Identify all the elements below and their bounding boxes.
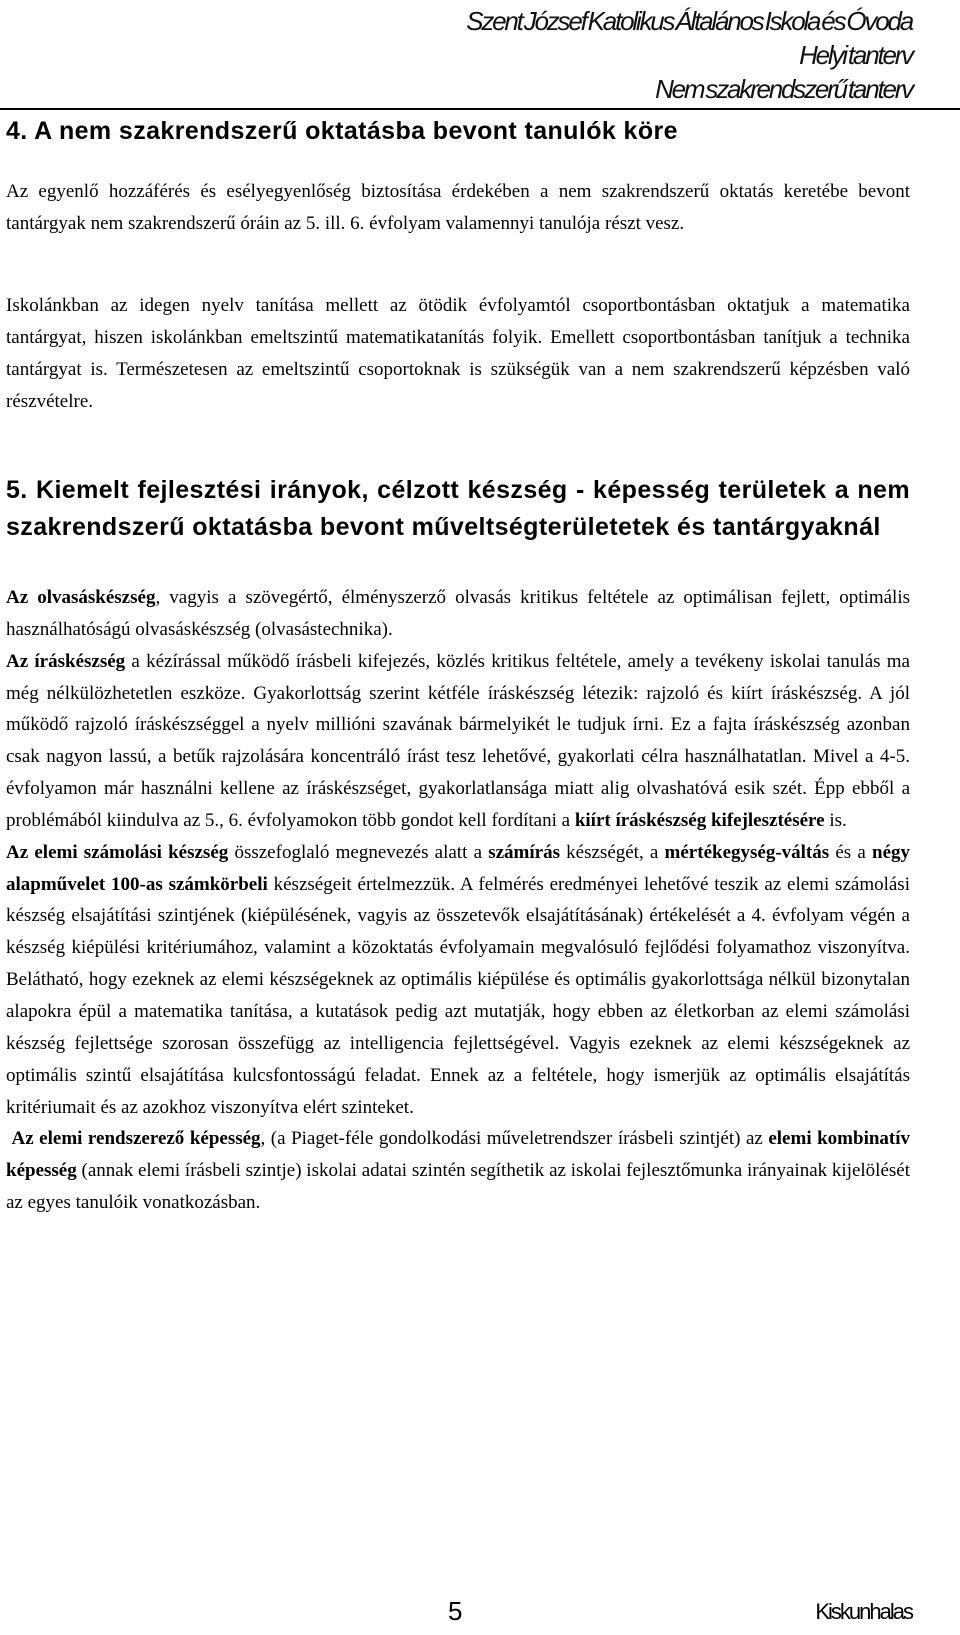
term-negy-alapmuvelet: négy alapművelet 100-as számkörbeli (6, 841, 911, 895)
page-header (466, 4, 912, 106)
section-5-heading: 5. Kiemelt fejlesztési irányok, célzott készség - képesség területek a nem szakrendszerű oktatásba bevont műveltségterületetek és tantárgyaknál (6, 476, 910, 541)
term-olvasaskeszseg: Az olvasáskészség (6, 587, 156, 608)
header-subtitle: Helyi tanterv (799, 40, 912, 70)
section-4-paragraph-2: Iskolánkban az idegen nyelv tanítása mellett az ötödik évfolyamtól csoportbontásban oktatjuk a matematika tantárgyat, hiszen iskolánkban emeltszintű matematikatanítás folyik. Emellett csoportbontásban tanítjuk a technika tantárgyat is. Természetesen az emeltszintű csoportoknak is szükségük van a nem szakrendszerű képzésben való részvételre. (6, 295, 910, 412)
header-divider (0, 108, 960, 110)
paragraph-szamolasi-keszseg: Az elemi számolási készség összefoglaló megnevezés alatt a számírás készségét, a mértékegység-váltás és a négy alapművelet 100-as számkörbeli készségeit értelmezzük. A felmérés eredményei lehetővé teszik az elemi számolási készség elsajátítási szintjének (kiépülésének, vagyis az összetevők elsajátításának) értékelését a 4. évfolyam végén a készség kiépülési kritériumához, valamint a közoktatás évfolyamain megvalósuló fejlődési folyamathoz viszonyítva. Belátható, hogy ezeknek az elemi készségeknek az optimális kiépülése és optimális gyakorlottsága nélkül bizonytalan alapokra épül a matematika tanítása, a kutatások pedig azt mutatják, hogy ebben az életkorban az elemi számolási készség fejlettsége szorosan összefügg az intelligencia fejlettségével. Vagyis ezeknek az elemi készségeknek az optimális szintű elsajátítása kulcsfontosságú feladat. Ennek az a feltétele, hogy ismerjük az optimális elsajátítás kritériumait és az azokhoz viszonyítva elért szinteket. (6, 841, 911, 1118)
section-4-paragraph-1: Az egyenlő hozzáférés és esélyegyenlőség biztosítása érdekében a nem szakrendszerű oktatás keretébe bevont tantárgyak nem szakrendszerű óráin az 5. ill. 6. évfolyam valamennyi tanulója részt vesz. (6, 181, 910, 234)
section-5-body (6, 582, 910, 1219)
paragraph-olvasaskeszseg: Az olvasáskészség, vagyis a szövegértő, élményszerző olvasás kritikus feltétele az optimálisan fejlett, optimális használhatóságú olvasáskészség (olvasástechnika). (6, 587, 910, 640)
header-school: Szent József Katolikus Általános Iskola és Óvoda (466, 6, 912, 36)
term-szamiras: számírás (488, 841, 560, 863)
term-kombinativ-kepesseg: elemi kombinatív képesség (6, 1128, 911, 1182)
footer-location: Kiskunhalas (815, 1599, 912, 1624)
term-rendszerezo-kepesseg: Az elemi rendszerező képesség (11, 1128, 261, 1150)
paragraph-iraskeszseg: Az íráskészség a kézírással működő írásbeli kifejezés, közlés kritikus feltétele, amely a tevékeny iskolai tanulás ma még nélkülözhetetlen eszköze. Gyakorlottság szerint kétféle íráskészség létezik: rajzoló és kiírt íráskészség. A jól működő rajzoló íráskészséggel a nyelv millióni szavának bármelyikét le tudjuk írni. Ez a fajta íráskészség azonban csak nagyon lassú, a betűk rajzolására koncentráló írást tesz lehetővé, gyakorlati célra használhatatlan. Mivel a 4-5. évfolyamon már használni kellene az íráskészséget, gyakorlatlansága miatt alig olvashatóvá esik szét. Épp ebből a problémából kiindulva az 5., 6. évfolyamokon több gondot kell fordítani a kiírt íráskészség kifejlesztésére is. (6, 650, 910, 831)
term-szamolasi-keszseg: Az elemi számolási készség (6, 841, 229, 863)
paragraph-rendszerezo-kepesseg: Az elemi rendszerező képesség, (a Piaget-féle gondolkodási műveletrendszer írásbeli szintjét) az elemi kombinatív képesség (annak elemi írásbeli szintje) iskolai adatai szintén segíthetik az iskolai fejlesztőmunka irányainak kijelölését az egyes tanulóik vonatkozásban. (6, 1128, 911, 1214)
term-iraskeszseg: Az íráskészség (6, 650, 126, 672)
term-kiirt-iraskeszseg: kiírt íráskészség kifejlesztésére (574, 809, 825, 831)
term-mertekegyseg-valtas: mértékegység-váltás (664, 841, 830, 863)
header-doc: Nem szakrendszerű tanterv (655, 74, 912, 104)
section-4-heading: 4. A nem szakrendszerű oktatásba bevont tanulók köre (6, 117, 678, 145)
page-number: 5 (448, 1596, 463, 1626)
